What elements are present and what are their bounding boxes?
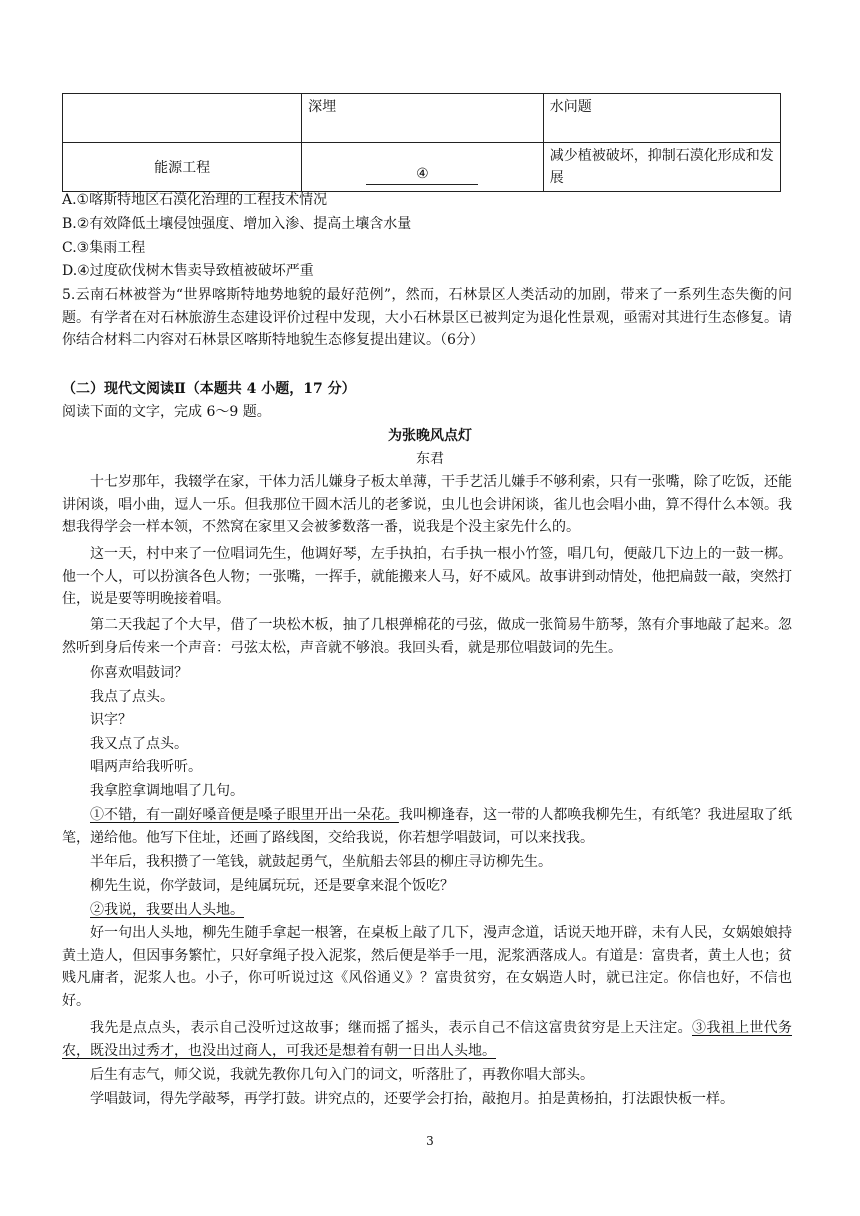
table-row <box>63 94 781 143</box>
paragraph: 这一天，村中来了一位唱词先生，他调好琴，左手执拍，右手执一根小竹签，唱几句，便敲几下边上的一鼓一梆。他一个人，可以扮演各色人物；一张嘴，一挥手，就能搬来人马，好不威风。故事讲到动情处，他把扁鼓一敲，突然打住，说是要等明晚接着唱。 <box>62 546 792 607</box>
paragraph <box>62 1017 792 1062</box>
paragraph: 半年后，我积攒了一笔钱，就鼓起勇气，坐航船去邻县的柳庄寻访柳先生。 <box>90 854 552 870</box>
table-cell <box>63 143 302 192</box>
underlined-sentence-2: ②我说，我要出人头地。 <box>90 902 244 918</box>
paragraph: 好一句出人头地，柳先生随手拿起一根箸，在桌板上敲了几下，漫声念道，话说天地开辟，未有人民，女娲娘娘持黄土造人，但因事务繁忙，只好拿绳子投入泥浆，然后便是举手一甩，泥浆洒落成人。有道是：富贵者，黄土人也；贫贱凡庸者，泥浆人也。小子，你可听说过这《风俗通义》？富贵贫穷，在女娲造人时，就已注定。你信也好，不信也好。 <box>62 925 792 1009</box>
dialogue-line: 我点了点头。 <box>90 689 174 705</box>
option-a: A.①喀斯特地区石漠化治理的工程技术情况 <box>62 192 328 208</box>
underlined-sentence-1: ①不错，有一副好嗓音便是嗓子眼里开出一朵花。 <box>90 807 399 823</box>
page-number: 3 <box>426 1134 434 1148</box>
article-title: 为张晚风点灯 <box>388 428 472 444</box>
paragraph: 第二天我起了个大早，借了一块松木板，抽了几根弹棉花的弓弦，做成一张简易牛筋琴，煞有介事地敲了起来。忽然听到身后传来一个声音：弓弦太松，声音就不够浪。我回头看，就是那位唱鼓词的先生。 <box>62 617 792 656</box>
paragraph: 后生有志气，师父说，我就先教你几句入门的词文，听落肚了，再教你唱大部头。 <box>90 1067 594 1083</box>
dialogue-line: 识字？ <box>90 712 132 728</box>
table-cell-text: 减少植被破坏，抑制石漠化形成和发展 <box>549 148 774 186</box>
paragraph <box>62 804 792 849</box>
paragraph: 十七岁那年，我辍学在家，干体力活儿嫌身子板太单薄，干手艺活儿嫌手不够利索，只有一张嘴，除了吃饭，还能讲闲谈，唱小曲，逗人一乐。但我那位干圆木活儿的老爹说，虫儿也会讲闲谈，雀儿也会唱小曲，算不得什么本领。我想我得学会一样本领，不然窝在家里又会被爹数落一番，说我是个没主家先什么的。 <box>62 474 792 535</box>
table-cell-text: 深埋 <box>308 99 337 115</box>
option-d: D.④过度砍伐树木售卖导致植被破坏严重 <box>62 263 314 279</box>
table-cell <box>302 94 544 143</box>
question-5: 5.云南石林被誉为“世界喀斯特地势地貌的最好范例”，然而，石林景区人类活动的加剧，带来了一系列生态失衡的问题。有学者在对石林旅游生态建设评价过程中发现，大小石林景区已被判定为退化性景观，亟需对其进行生态修复。请你结合材料二内容对石林景区喀斯特地貌生态修复提出建议。（6分） <box>62 287 792 348</box>
engineering-table <box>62 93 781 192</box>
article-author: 东君 <box>416 451 444 467</box>
option-c: C.③集雨工程 <box>62 240 146 256</box>
table-cell-text: 水问题 <box>549 99 592 115</box>
option-b: B.②有效降低土壤侵蚀强度、增加入渗、提高土壤含水量 <box>62 216 412 232</box>
table-cell <box>63 94 302 143</box>
paragraph-text: 我先是点点头，表示自己没听过这故事；继而摇了摇头，表示自己不信这富贵贫穷是上天注定。 <box>90 1020 692 1036</box>
dialogue-line: 我又点了点头。 <box>90 736 188 752</box>
dialogue-line: 你喜欢唱鼓词？ <box>90 665 188 681</box>
table-cell <box>543 143 780 192</box>
table-row <box>63 143 781 192</box>
table-cell <box>543 94 780 143</box>
table-cell <box>302 143 544 192</box>
fill-blank-4: ④ <box>366 164 478 185</box>
paragraph: 柳先生说，你学鼓词，是纯属玩玩，还是要拿来混个饭吃？ <box>90 878 454 894</box>
dialogue-line: 唱两声给我听听。 <box>90 759 202 775</box>
section-heading: （二）现代文阅读Ⅱ（本题共 4 小题，17 分） <box>62 381 356 397</box>
section-instruction: 阅读下面的文字，完成 6～9 题。 <box>62 404 271 420</box>
underlined-sentence-3: ③我祖上世代务农，既没出过秀才，也没出过商人，可我还是想着有朝一日出人头地。 <box>62 1020 792 1059</box>
table-cell-text: 能源工程 <box>154 160 211 176</box>
dialogue-line: 我拿腔拿调地唱了几句。 <box>90 783 244 799</box>
paragraph <box>62 899 792 922</box>
paragraph-text: 我叫柳逢春，这一带的人都唤我柳先生，有纸笔？我进屋取了纸笔，递给他。他写下住址，还画了路线图，交给我说，你若想学唱鼓词，可以来找我。 <box>62 807 793 846</box>
paragraph: 学唱鼓词，得先学敲琴，再学打鼓。讲究点的，还要学会打抬，敲抱月。拍是黄杨拍，打法跟快板一样。 <box>90 1091 734 1107</box>
